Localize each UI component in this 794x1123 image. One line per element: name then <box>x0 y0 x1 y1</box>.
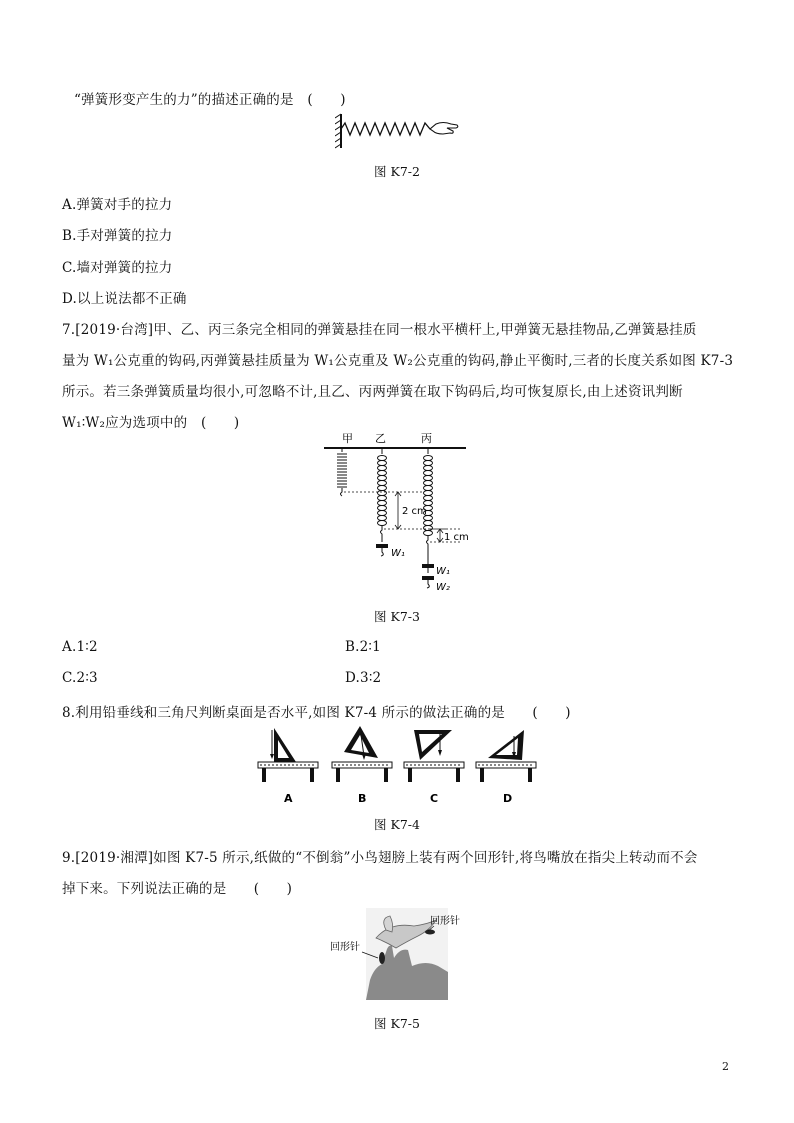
option-label-d: D <box>503 792 513 805</box>
option-label-c: C <box>430 792 439 805</box>
table-c <box>404 730 464 782</box>
q8-stem: 8.利用铅垂线和三角尺判断桌面是否水平,如图 K7-4 所示的做法正确的是 ( ) <box>62 705 571 721</box>
dimension-1cm: 1 cm <box>444 532 469 543</box>
q7-line-2: 量为 W₁公克重的钩码,丙弹簧悬挂质量为 W₁公克重及 W₂公克重的钩码,静止平衡时,三者的长度关系如图 K7-3 <box>62 353 734 369</box>
table-a <box>258 728 318 782</box>
table-b <box>332 726 392 782</box>
q7-option-c: C.2∶3 <box>62 670 98 686</box>
spring-label-jia: 甲 <box>342 432 353 445</box>
q6-option-d: D.以上说法都不正确 <box>62 291 187 307</box>
q7-line-3: 所示。若三条弹簧质量均很小,可忽略不计,且乙、丙两弹簧在取下钩码后,均可恢复原长,由上述资讯判断 <box>62 384 683 400</box>
q6-option-a: A.弹簧对手的拉力 <box>62 197 173 213</box>
weight-label-w1-yi: W₁ <box>391 548 405 559</box>
figure-caption-k7-3: 图 K7-3 <box>374 609 420 624</box>
dimension-2cm: 2 cm <box>402 506 427 517</box>
spring-label-yi: 乙 <box>375 432 386 445</box>
q7-line-4: W₁∶W₂应为选项中的 ( ) <box>62 415 240 431</box>
q7-line-1: 7.[2019·台湾]甲、乙、丙三条完全相同的弹簧悬挂在同一根水平横杆上,甲弹簧无悬挂物品,乙弹簧悬挂质 <box>62 322 697 338</box>
q9-line-2: 掉下来。下列说法正确的是 ( ) <box>62 881 293 897</box>
plumb-line-triangle-figure <box>252 722 544 810</box>
paperclip-label-left: 回形针 <box>330 942 360 953</box>
q6-option-c: C.墙对弹簧的拉力 <box>62 260 173 276</box>
figure-caption-k7-2: 图 K7-2 <box>374 164 420 179</box>
weight-label-w2-bing: W₂ <box>436 582 450 593</box>
option-label-a: A <box>284 792 293 805</box>
figure-caption-k7-4: 图 K7-4 <box>374 817 420 832</box>
q7-option-d: D.3∶2 <box>345 670 382 686</box>
balancing-bird-photo <box>330 908 470 1000</box>
q9-line-1: 9.[2019·湘潭]如图 K7-5 所示,纸做的“不倒翁”小鸟翅膀上装有两个回形针,将鸟嘴放在指尖上转动而不会 <box>62 850 698 866</box>
weight-label-w1-bing: W₁ <box>436 566 450 577</box>
option-label-b: B <box>358 792 367 805</box>
paperclip-label-right: 回形针 <box>430 916 460 927</box>
page-number: 2 <box>722 1060 729 1073</box>
q6-option-b: B.手对弹簧的拉力 <box>62 228 173 244</box>
spring-hand-figure <box>335 110 465 152</box>
q7-option-b: B.2∶1 <box>345 639 381 655</box>
q6-stem: “弹簧形变产生的力”的描述正确的是 ( ) <box>74 92 346 108</box>
q7-option-a: A.1∶2 <box>62 639 98 655</box>
spring-label-bing: 丙 <box>421 432 432 445</box>
three-springs-figure <box>322 430 472 602</box>
figure-caption-k7-5: 图 K7-5 <box>374 1016 420 1031</box>
table-d <box>476 730 536 782</box>
